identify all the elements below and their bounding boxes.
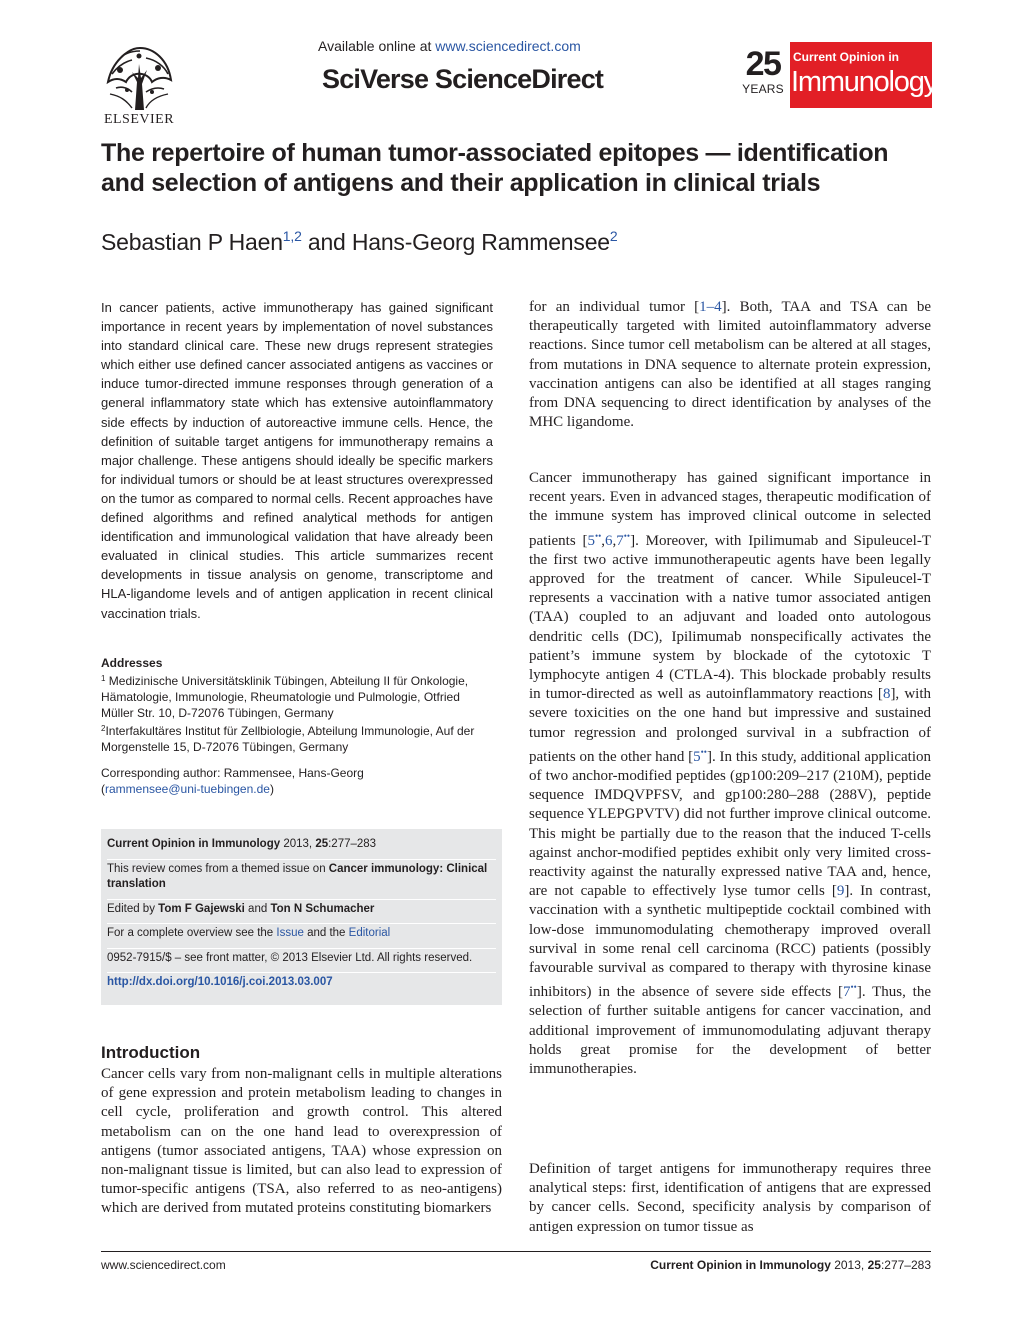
anniversary-number: 25 [745,45,781,83]
citation-row: Current Opinion in Immunology 2013, 25:277–283 [107,835,496,860]
introduction-paragraph: Cancer cells vary from non-malignant cells in multiple alterations of gene expression and protein metabolism leading to changes in cell cycle, proliferation and growth control. This altered metabolism can on the one hand lead to overexpression of antigens (tumor associated antigens, TAA) whose expression on non-malignant tissue is limited, but can also lead to expression of tumor-specific antigens (TSA, also referred to as neo-antigens) which are derived from mutated proteins constituting biomarkers [101,1066,502,1217]
body-paragraph: Cancer immunotherapy has gained significant importance in recent years. Even in advanced stages, therapeutic modification of the immune system has improved clinical outcome in selected patients [5••,6,7••]. Moreover, with Ipilimumab and Sipuleucel-T the first two active immunotherapeutic agents have been legally approved for the treatment of cancer. While Sipuleucel-T represents a vaccination with a native tumor associated antigen (TAA) coupled to an adjuvant and loaded onto autologous dendritic cells (DC), Ipilimumab nonspecifically activates the patient’s immune system by blockade of the cytotoxic T lymphocyte antigen 4 (CTLA-4). This blockade probably results in tumor-directed as well as autoinflammatory reactions [8], with severe toxicities on the one hand but impressive and sustained tumor regression and prolonged survival in a subfraction of patients on the other hand [5••]. In this study, additional application of two anchor-modified peptides (gp100:209–217 (210M), peptide sequence IMDQVPFSV, and gp100:280–288 (288V), peptide sequence YLEPGPVTV) did not further improve clinical outcome. This might be partially due to the reason that the induced T-cells against anchor-modified peptides exhibit only very limited cross-reactivity against the naturally expressed native TAA and, hence, are not capable to effectively lyse tumor cells [9]. In contrast, vaccination with a synthetic multipeptide cocktail combined with low-dose immunomodulating chemotherapy improved overall survival in some renal cell carcinoma (RCC) patients (possibly favourable survival as compared to therapy with thyrosine kinase inhibitors) in the absence of severe side effects [7••]. Thus, the selection of further suitable antigens for cancer vaccination, and additional improvement of immunomodulating adjuvant therapy holds great promise for the development of better immunotherapies. [529,470,931,1078]
journal-subject: Immunology [791,66,937,98]
issue-link[interactable]: Issue [276,927,304,939]
abstract: In cancer patients, active immunotherapy has gained significant importance in recent years by implementation of novel substances into standard clinical care. These new drugs represent strategies which either use defined cancer associated antigens as vaccines or induce tumor-directed immune responses through generation of a general inflammatory state which has extensive autoinflammatory side effects by induction of autoreactive immune cells. Hence, the definition of suitable target antigens for immunotherapy remains a major challenge. These antigens should ideally be specific markers for individual tumors or should be at least structures overexpressed on the tumor as compared to normal cells. Recent approaches have defined algorithms and refined analytical methods for antigen identification and immunological validation that have already been evaluated in clinical studies. This article summarizes recent developments in tissue analysis on genome, transcriptome and HLA-ligandome levels and of antigen application in recent clinical vaccination trials. [101,300,493,621]
available-online-line [318,38,581,54]
key-reference-marker: •• [850,982,857,993]
key-reference-marker: •• [623,530,631,541]
article-info-box [101,829,502,1005]
citation-link[interactable]: 7 [843,984,851,1001]
footer-divider [101,1251,931,1252]
footer-citation: Current Opinion in Immunology 2013, 25:277–283 [650,1258,931,1272]
citation-link[interactable]: 1–4 [699,299,722,315]
available-prefix: Available online at [318,38,436,54]
address-line: Morgenstelle 15, D-72076 Tübingen, Germany [101,740,349,754]
editors-row: Edited by Tom F Gajewski and Ton N Schumacher [107,900,496,925]
elsevier-tree-icon [102,42,176,112]
footer-volume: 25 [867,1258,881,1272]
body-paragraph: Definition of target antigens for immunotherapy requires three analytical steps: first, identification of antigens that are expressed by cancer cells. Second, specificity analysis by comparison of antigen expression on tumor tissue as [529,1161,931,1235]
address-line: Hämatologie, Immunologie, Rheumatologie und Pulmologie, Otfried [101,690,460,704]
publisher-name: ELSEVIER [103,112,175,127]
citation-link[interactable]: 8 [882,686,891,703]
journal-name: Current Opinion in Immunology [107,838,281,850]
email-link[interactable]: rammensee@uni-tuebingen.de [105,782,270,796]
address-line: $^1$ Medizinische Universitätsklinik Tübingen, Abteilung II für Onkologie, [101,674,469,688]
article-title: The repertoire of human tumor-associated epitopes — identification and selection of antigens and their application in clinical trials [101,139,889,197]
platform-name: SciVerse ScienceDirect [322,64,604,94]
affiliation-marker[interactable]: 1,2 [282,228,302,244]
doi-link[interactable]: http://dx.doi.org/10.1016/j.coi.2013.03.007 [107,976,333,988]
volume: 25 [315,838,329,850]
corresponding-email-line: (rammensee@uni-tuebingen.de) [101,782,274,796]
body-paragraph: for an individual tumor [1–4]. Both, TAA and TSA can be therapeutically targeted with limited autoinflammatory adverse reactions. Since tumor cell metabolism can be altered at all stages, from mutations in DNA sequence to alternate protein expression, vaccination antigens can also be identified at all stages ranging from DNA sequencing to direct identification by analyses of the MHC ligandome. [529,299,931,431]
citation-link[interactable]: 9 [836,883,845,900]
section-heading-introduction: Introduction [101,1043,201,1062]
journal-series: Current Opinion in [793,50,899,64]
corresponding-author [101,765,501,797]
journal-logo [738,42,937,108]
author-name: Hans-Georg Rammensee [351,229,610,255]
key-reference-marker: •• [594,530,602,541]
issue-theme: Cancer immunology: Clinical translation [107,862,488,890]
copyright-row: 0952-7915/$ – see front matter, © 2013 Elsevier Ltd. All rights reserved. [107,949,496,974]
doi-row [107,973,496,997]
themed-issue-row: This review comes from a themed issue on Cancer immunology: Clinical translation [107,860,496,900]
footer-site: www.sciencedirect.com [101,1258,226,1272]
affiliation-marker[interactable]: 2 [609,228,618,244]
citation-link[interactable]: 6 [605,532,613,549]
footer-journal: Current Opinion in Immunology [650,1258,831,1272]
author-line [101,228,617,256]
overview-row: For a complete overview see the Issue and the Editorial [107,924,496,949]
editor-name: Tom F Gajewski [158,902,245,915]
elsevier-logo [98,42,180,130]
author-conjunction: and [301,229,352,255]
address-line: $^2$Interfakultäres Institut für Zellbiologie, Abteilung Immunologie, Auf der [101,724,475,738]
anniversary-badge [738,42,788,108]
sciencedirect-link[interactable]: www.sciencedirect.com [435,38,581,54]
anniversary-label: YEARS [742,82,784,96]
address-line: Müller Str. 10, D-72076 Tübingen, Germany [101,706,334,720]
editorial-link[interactable]: Editorial [348,927,391,939]
citation-link[interactable]: 7 [616,532,624,549]
citation-link[interactable]: 5 [587,532,595,549]
address-marker: 2 [101,724,106,733]
address-marker: 1 [101,674,106,683]
author-name: Sebastian P Haen [101,229,283,255]
citation-link[interactable]: 5 [693,748,701,765]
corresponding-author-name: Corresponding author: Rammensee, Hans-Georg [101,766,364,780]
addresses [101,655,501,755]
key-reference-marker: •• [700,746,707,757]
addresses-heading: Addresses [101,656,163,670]
editor-name: Ton N Schumacher [270,902,375,915]
